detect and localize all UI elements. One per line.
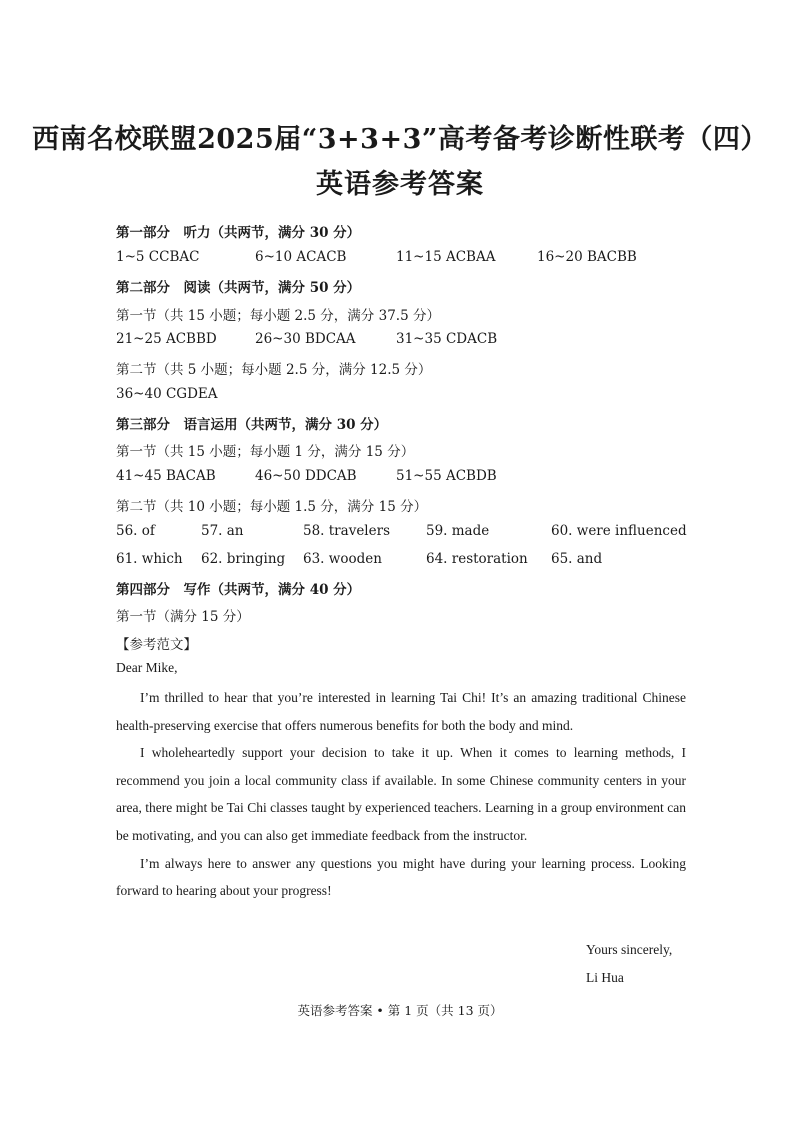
answer-group: 31~35 CDACB: [396, 331, 498, 347]
fill-answer: 56. of: [116, 523, 155, 539]
part3-section1: 第一节（共 15 小题；每小题 1 分，满分 15 分）: [116, 444, 415, 460]
document-subtitle: 英语参考答案: [316, 169, 484, 200]
part2-section2: 第二节（共 5 小题；每小题 2.5 分，满分 12.5 分）: [116, 362, 432, 378]
part3-section2: 第二节（共 10 小题；每小题 1.5 分，满分 15 分）: [116, 499, 428, 515]
fill-answer: 65. and: [551, 551, 603, 567]
document-title: 西南名校联盟2025届“3+3+3”高考备考诊断性联考（四）: [32, 124, 768, 155]
answer-group: 51~55 ACBDB: [396, 468, 497, 484]
part4-section1: 第一节（满分 15 分）: [116, 609, 250, 625]
answer-group: 1~5 CCBAC: [116, 249, 200, 265]
letter-paragraph: I’m always here to answer any questions you might have during your learning process. Looking forward to hearing about your progress!: [116, 855, 686, 899]
part2-heading: 第二部分 阅读（共两节，满分 50 分）: [116, 280, 361, 296]
letter-closing: Yours sincerely,: [586, 942, 673, 957]
page-footer: 英语参考答案 • 第 1 页（共 13 页）: [297, 1003, 503, 1018]
part1-heading: 第一部分 听力（共两节，满分 30 分）: [116, 225, 361, 241]
fill-answer: 59. made: [426, 523, 490, 539]
answer-group: 46~50 DDCAB: [255, 468, 357, 484]
fill-answer: 57. an: [201, 523, 244, 539]
part2-section1: 第一节（共 15 小题；每小题 2.5 分，满分 37.5 分）: [116, 308, 440, 324]
letter-paragraph: I wholeheartedly support your decision to take it up. When it comes to learning methods, I recommend you join a local community class if available. In some Chinese community centers in your area, there might be Tai Chi classes taught by experienced teachers. Learning in a group environment can be motivating, and you can also get immediate feedback from the instructor.: [116, 745, 686, 843]
letter-signature: Li Hua: [586, 970, 624, 985]
part3-heading: 第三部分 语言运用（共两节，满分 30 分）: [116, 417, 388, 433]
answer-group: 6~10 ACACB: [255, 249, 347, 265]
sample-essay-label: 【参考范文】: [116, 637, 197, 653]
fill-answer: 58. travelers: [303, 523, 390, 539]
part4-heading: 第四部分 写作（共两节，满分 40 分）: [116, 582, 361, 598]
answer-group: 26~30 BDCAA: [255, 331, 356, 347]
letter-paragraph: I’m thrilled to hear that you’re interested in learning Tai Chi! It’s an amazing traditional Chinese health-preserving exercise that offers numerous benefits for both the body and mind.: [116, 690, 686, 733]
letter-greeting: Dear Mike,: [116, 660, 178, 675]
answer-group: 16~20 BACBB: [537, 249, 637, 265]
fill-answer: 63. wooden: [303, 551, 382, 567]
answer-group: 21~25 ACBBD: [116, 331, 217, 347]
answer-group: 41~45 BACAB: [116, 468, 216, 484]
fill-answer: 64. restoration: [426, 551, 528, 567]
part2-section2-answers: 36~40 CGDEA: [116, 386, 218, 402]
fill-answer: 62. bringing: [201, 551, 286, 567]
answer-group: 11~15 ACBAA: [396, 249, 496, 265]
fill-answer: 60. were influenced: [551, 523, 687, 539]
letter-body: [116, 684, 686, 905]
fill-answer: 61. which: [116, 551, 183, 567]
